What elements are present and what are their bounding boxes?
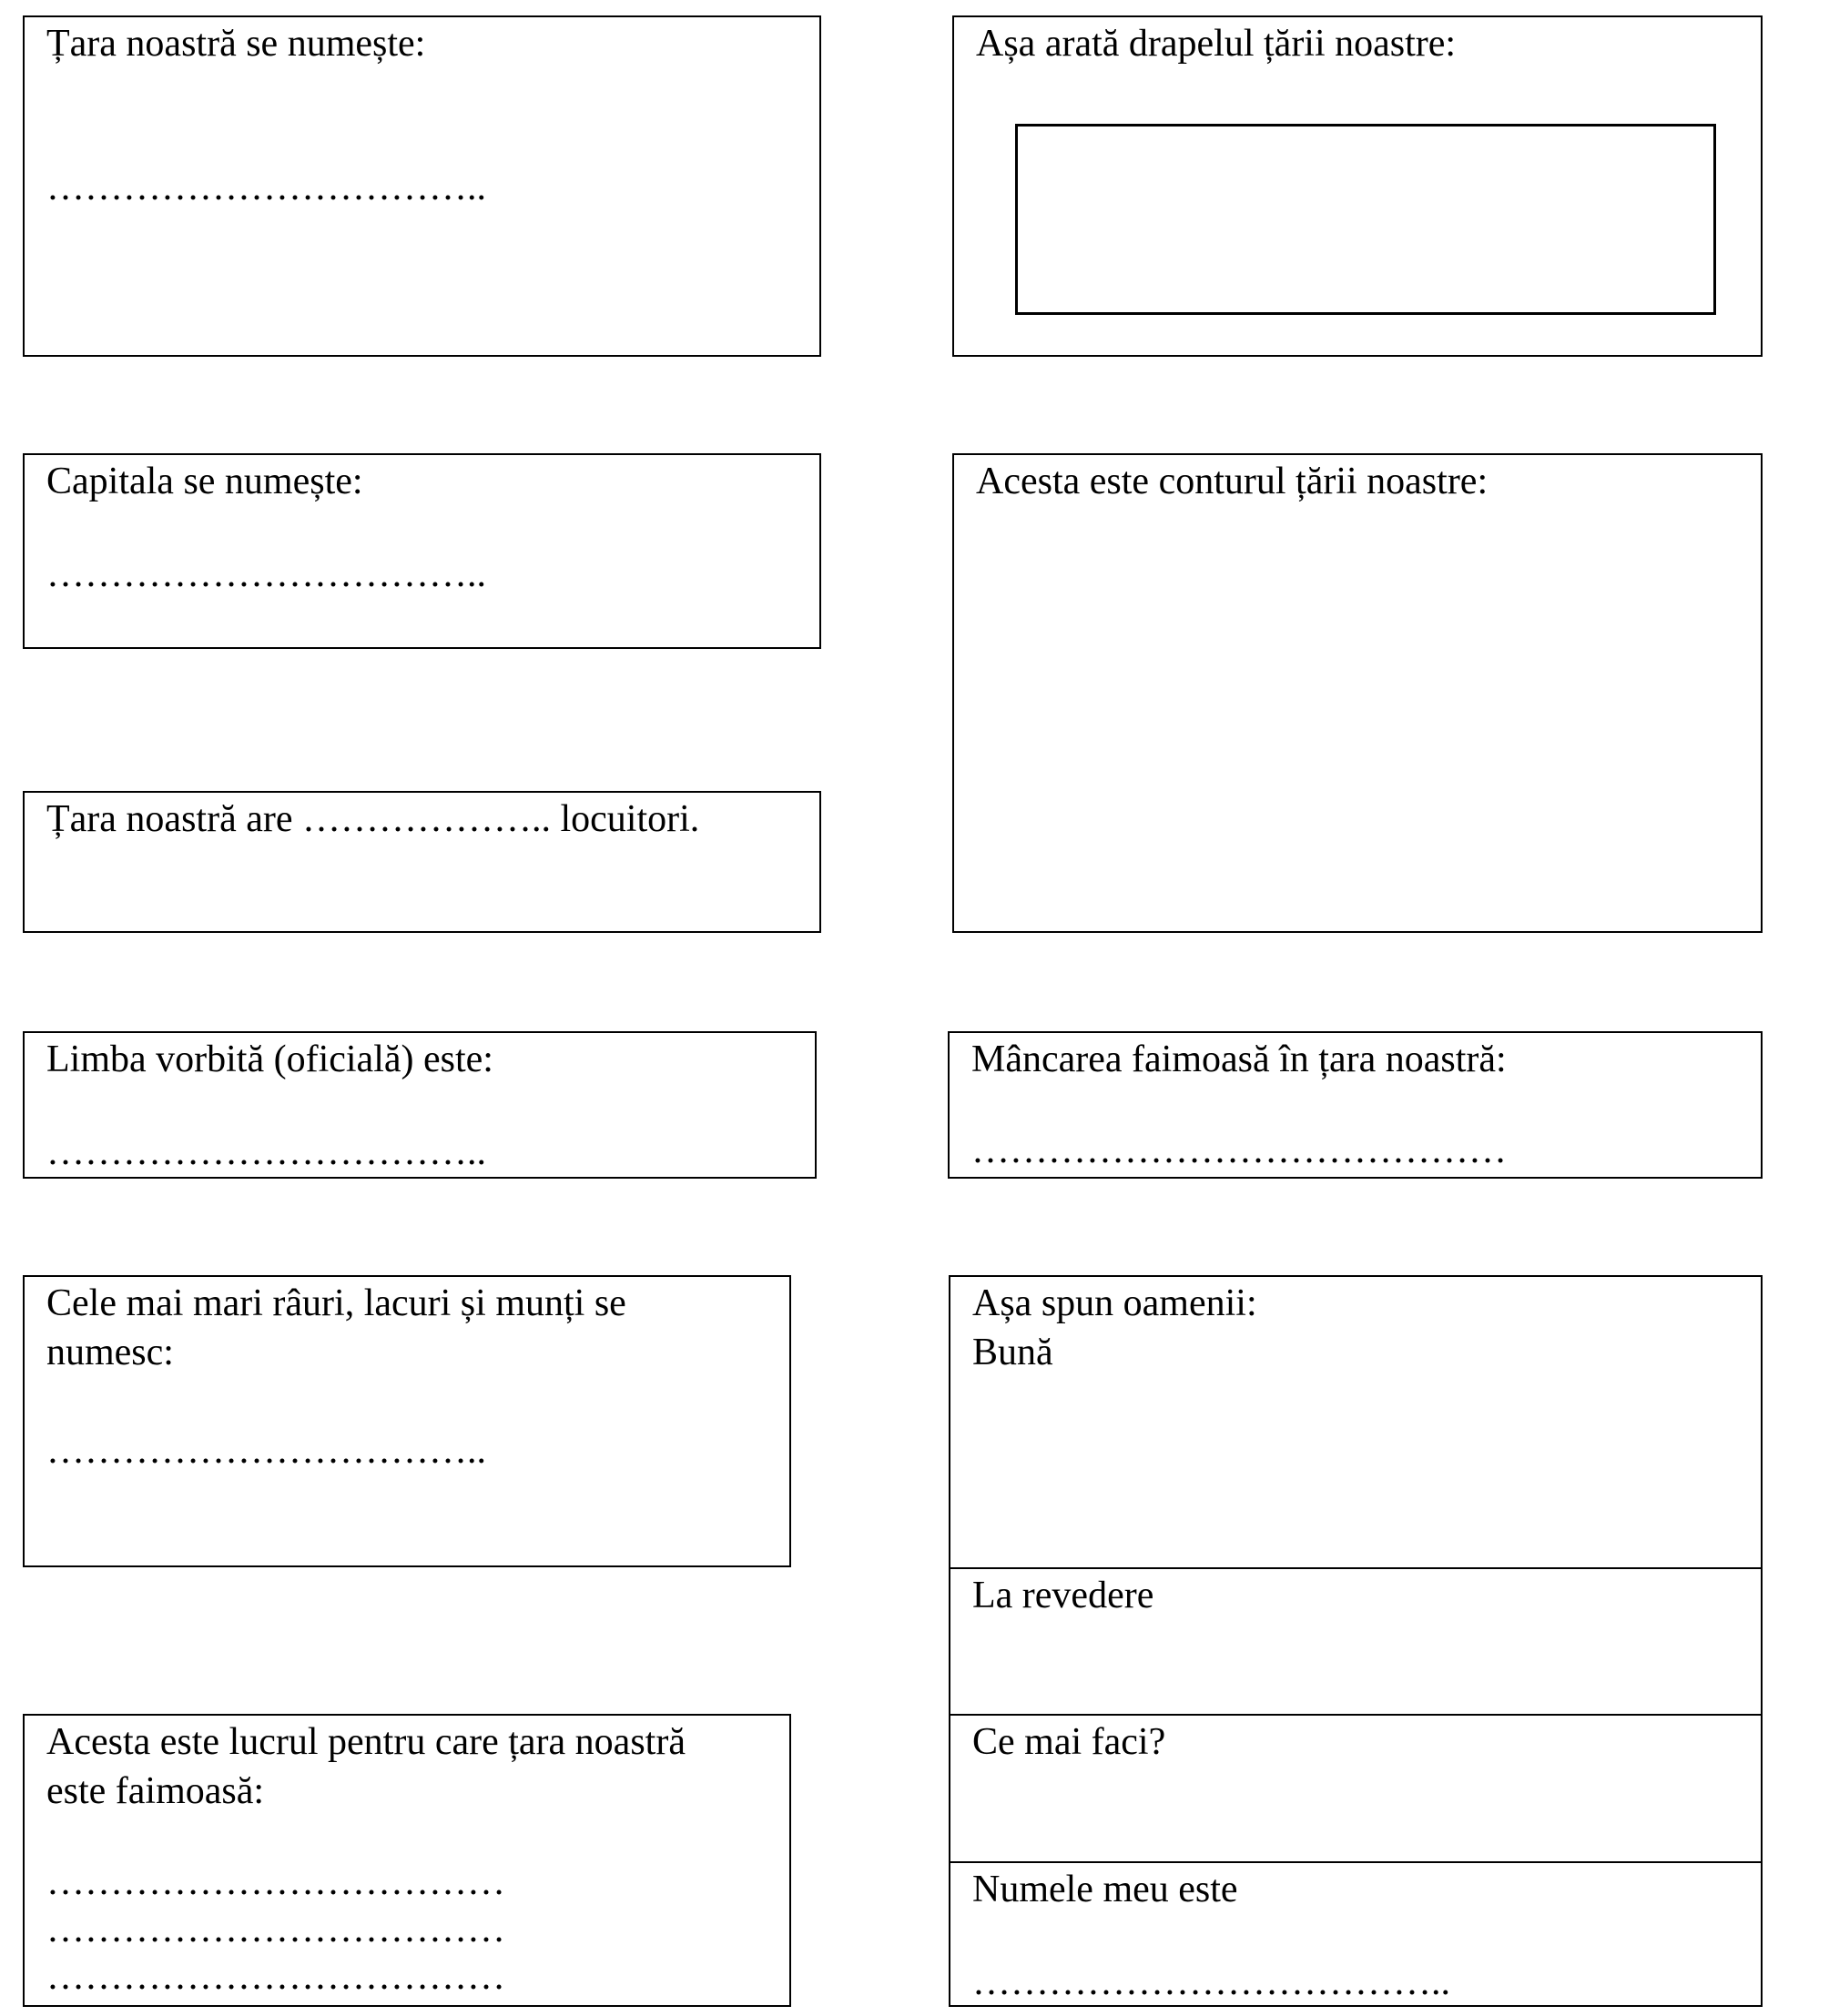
phrase-goodbye: La revedere [972,1575,1154,1616]
population-prefix: Țara noastră are [46,798,293,840]
outline-label: Acesta este conturul țării noastre: [976,461,1489,502]
my-name-answer-line[interactable]: ……………………………….. [972,1961,1450,2003]
phrases-row [950,1861,1761,2007]
food-label: Mâncarea faimoasă în țara noastră: [971,1038,1507,1080]
language-answer-line[interactable]: …………………………….. [46,1131,486,1173]
population-suffix: locuitori. [560,798,700,840]
phrase-hello: Bună [972,1332,1053,1373]
country-name-answer-line[interactable]: …………………………….. [46,167,486,208]
flag-box [952,15,1763,357]
country-name-box [23,15,821,357]
food-box [948,1031,1763,1179]
phrases-row [950,1277,1761,1569]
famous-for-answer-line[interactable]: ……………………………… [46,1861,505,1903]
capital-box [23,453,821,649]
flag-label: Așa arată drapelul țării noastre: [976,23,1457,65]
outline-box [952,453,1763,933]
phrases-table [949,1275,1763,2007]
capital-answer-line[interactable]: …………………………….. [46,553,486,595]
country-name-label: Țara noastră se numește: [46,23,426,65]
food-answer-line[interactable]: …………………………………… [971,1130,1507,1171]
population-box [23,791,821,933]
population-sentence [46,795,699,844]
geography-box [23,1275,791,1567]
famous-for-answer-line[interactable]: ……………………………… [46,1909,505,1950]
flag-drawing-area[interactable] [1015,124,1716,315]
language-box [23,1031,817,1179]
famous-for-label [46,1717,686,1816]
famous-for-label-line-1: Acesta este lucrul pentru care țara noastră [46,1721,686,1763]
phrases-label: Așa spun oamenii: [972,1282,1257,1324]
population-answer-line[interactable]: ……………….. [301,798,551,840]
outline-drawing-area[interactable] [954,510,1761,931]
phrase-how-are-you: Ce mai faci? [972,1721,1166,1763]
geography-label-line-2: numesc: [46,1332,174,1373]
geography-label-line-1: Cele mai mari râuri, lacuri și munți se [46,1282,626,1324]
geography-label [46,1279,626,1377]
famous-for-box [23,1714,791,2007]
phrases-row [950,1714,1761,1861]
geography-answer-line[interactable]: …………………………….. [46,1430,486,1472]
phrases-row [950,1567,1761,1715]
language-label: Limba vorbită (oficială) este: [46,1038,493,1080]
capital-label: Capitala se numește: [46,461,363,502]
famous-for-answer-line[interactable]: ……………………………… [46,1956,505,1998]
famous-for-label-line-2: este faimoasă: [46,1770,265,1812]
phrase-my-name-is: Numele meu este [972,1869,1238,1910]
